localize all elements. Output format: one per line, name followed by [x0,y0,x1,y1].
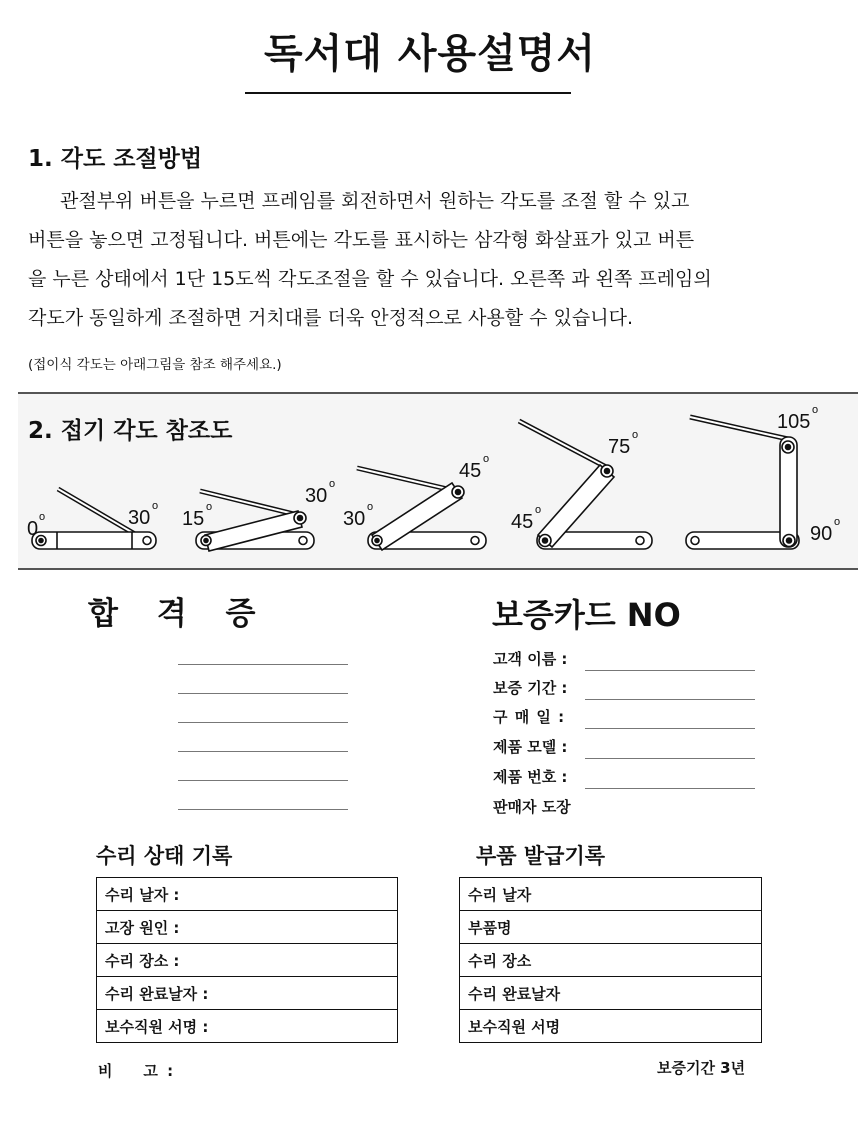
product-number-line [585,788,755,789]
repair-complete-date-cell: 수리 완료날자 : [97,977,398,1010]
angle-label-30: 30 [305,485,328,507]
section1-line-3: 을 누른 상태에서 1단 15도씩 각도조절을 할 수 있습니다. 오른쪽 과 왼쪽 프레임의 [28,268,712,290]
customer-name-line [585,670,755,671]
pass-line [178,751,348,752]
degree-symbol: o [834,516,841,528]
angle-label-45: 45 [511,511,534,533]
part-name-cell: 부품명 [460,911,762,944]
degree-symbol: o [39,511,46,523]
repair-date-cell: 수리 날자 : [97,878,398,911]
degree-symbol: o [535,504,542,516]
purchase-date-line [585,728,755,729]
angle-label-105: 105 [777,411,811,433]
technician-signature-cell: 보수직원 서명 : [97,1010,398,1043]
angle-label-45: 45 [459,460,482,482]
warranty-period-line [585,699,755,700]
stand-90-degree [686,417,799,549]
product-model-line [585,758,755,759]
pass-certificate-title: 합 격 증 [88,596,270,632]
degree-symbol: o [367,501,374,513]
customer-name-label: 고객 이름 : [493,650,568,668]
parts-record-table [459,877,762,1043]
degree-symbol: o [329,478,336,490]
section1-line-1: 관절부위 버튼을 누르면 프레임를 회전하면서 원하는 각도를 조절 할 수 있고 [60,190,690,212]
repair-record-title: 수리 상태 기록 [96,844,233,868]
parts-repair-date-cell: 수리 날자 [460,878,762,911]
product-number-label: 제품 번호 : [493,768,568,786]
section1-line-4: 각도가 동일하게 조절하면 거치대를 더욱 안정적으로 사용할 수 있습니다. [28,307,633,329]
purchase-date-label: 구 매 일 : [493,708,566,726]
angle-label-90: 90 [810,523,833,545]
angle-label-75: 75 [608,436,631,458]
pass-line [178,664,348,665]
section1-line-2: 버튼을 놓으면 고정됩니다. 버튼에는 각도를 표시하는 삼각형 화살표가 있고 버튼 [28,229,695,251]
title-underline [245,92,571,94]
parts-technician-signature-cell: 보수직원 서명 [460,1010,762,1043]
degree-symbol: o [632,429,639,441]
failure-cause-cell: 고장 원인 : [97,911,398,944]
warranty-period-note: 보증기간 3년 [657,1059,746,1077]
parts-complete-date-cell: 수리 완료날자 [460,977,762,1010]
pass-line [178,693,348,694]
degree-symbol: o [152,500,159,512]
angle-label-30: 30 [343,508,366,530]
fold-angle-diagram [0,395,860,565]
warranty-period-label: 보증 기간 : [493,679,568,697]
warranty-card-title: 보증카드 NO [492,596,681,634]
degree-symbol: o [206,501,213,513]
angle-label-30: 30 [128,507,151,529]
seller-stamp-label: 판매자 도장 [493,798,571,816]
repair-place-cell: 수리 장소 : [97,944,398,977]
parts-repair-place-cell: 수리 장소 [460,944,762,977]
section1-note: (접이식 각도는 아래그림을 참조 해주세요.) [28,357,282,373]
degree-symbol: o [812,404,819,416]
degree-symbol: o [483,453,490,465]
remark-label: 비 고 : [98,1062,176,1080]
parts-record-title: 부품 발급기록 [476,844,606,868]
pass-line [178,722,348,723]
pass-line [178,809,348,810]
section1-heading: 1. 각도 조절방법 [28,146,203,172]
stand-15-degree [196,491,314,551]
angle-label-0: 0 [27,518,39,540]
page-title: 독서대 사용설명서 [263,31,597,77]
product-model-label: 제품 모델 : [493,738,568,756]
pass-line [178,780,348,781]
repair-record-table [96,877,398,1043]
section2-heading: 2. 접기 각도 참조도 [28,418,233,444]
angle-label-15: 15 [182,508,205,530]
